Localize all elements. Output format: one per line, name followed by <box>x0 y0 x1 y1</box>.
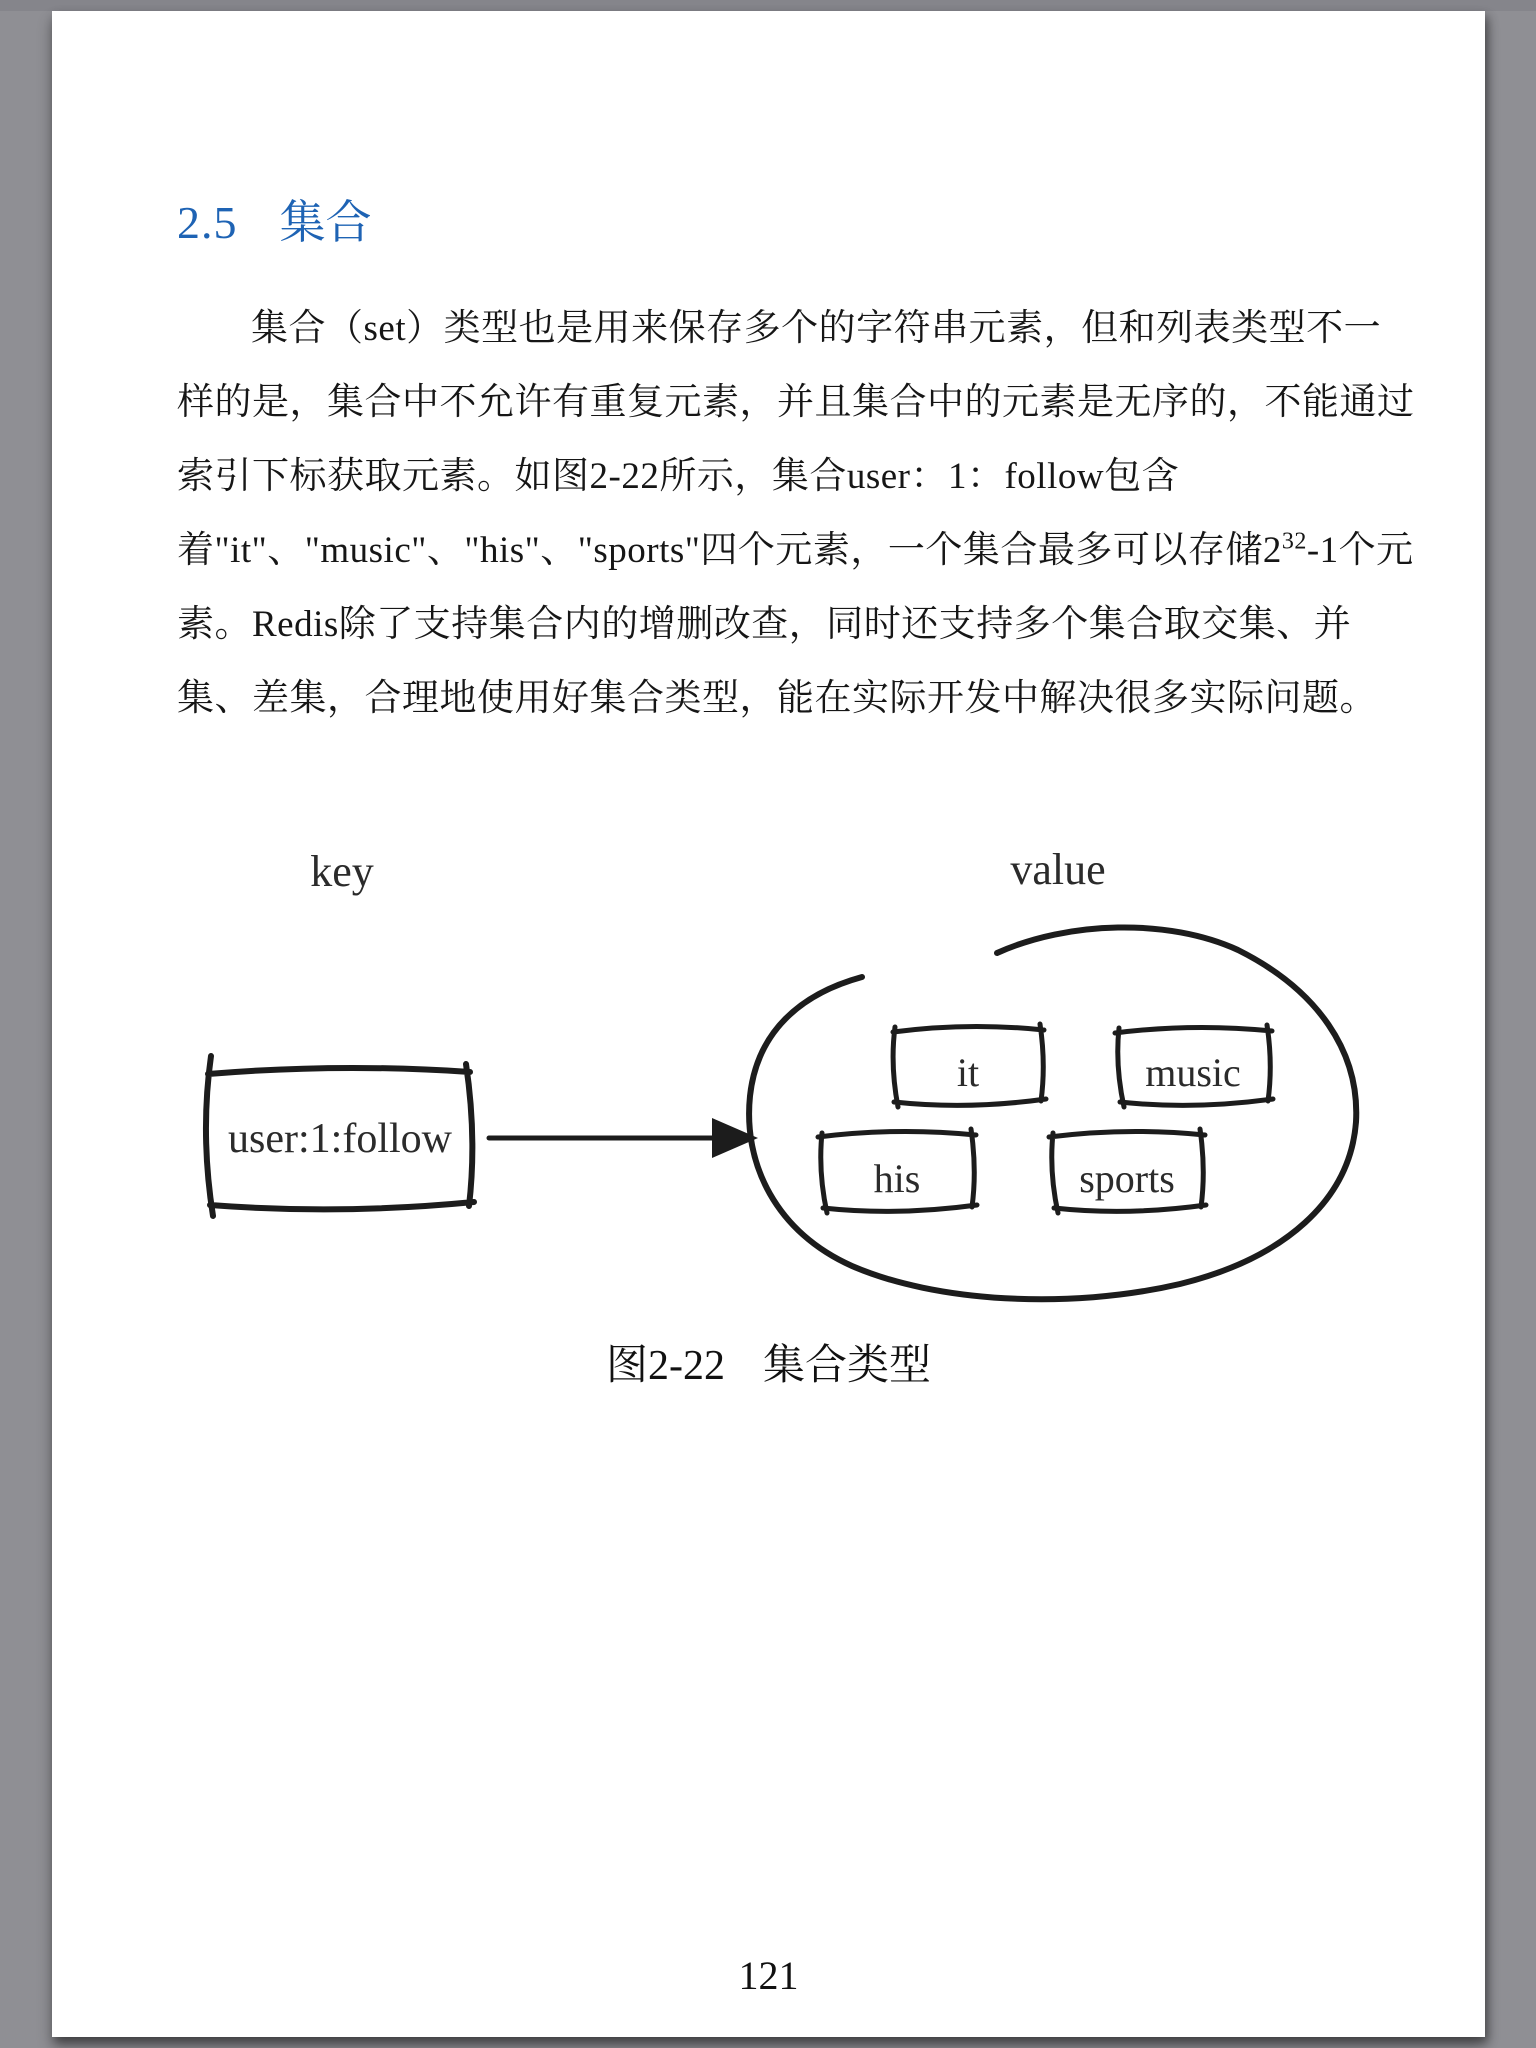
body-paragraph <box>177 292 1415 736</box>
viewer-top-strip <box>0 0 1536 11</box>
figure-caption <box>52 1332 1485 1392</box>
figure-caption-title: 集合类型 <box>762 1343 931 1389</box>
set-blob-outline <box>749 927 1356 1299</box>
section-heading <box>177 195 372 251</box>
member-label: it <box>956 1050 980 1095</box>
paragraph-line: 索引下标获取元素。如图2-22所示，集合user：1：follow包含 <box>177 456 1180 497</box>
key-box-label: user:1:follow <box>228 1116 452 1162</box>
figure-caption-number: 图2-22 <box>605 1343 725 1389</box>
value-column-label: value <box>1010 845 1106 894</box>
document-page[interactable] <box>52 11 1485 2037</box>
paragraph-line: 素。Redis除了支持集合内的增删改查，同时还支持多个集合取交集、并 <box>177 604 1352 645</box>
key-column-label: key <box>310 847 374 896</box>
member-label: music <box>1145 1050 1241 1095</box>
section-number: 2.5 <box>177 197 238 248</box>
paragraph-line: 集合（set）类型也是用来保存多个的字符串元素，但和列表类型不一 <box>251 308 1382 349</box>
paragraph-line: 集、差集，合理地使用好集合类型，能在实际开发中解决很多实际问题。 <box>177 678 1377 719</box>
paragraph-line-text: -1个元 <box>1306 530 1414 571</box>
paragraph-line: 样的是，集合中不允许有重复元素，并且集合中的元素是无序的，不能通过 <box>177 382 1415 423</box>
paragraph-line-text: 着"it"、"music"、"his"、"sports"四个元素，一个集合最多可以存储2 <box>177 530 1282 571</box>
member-label: his <box>873 1156 921 1201</box>
member-label: sports <box>1079 1156 1175 1201</box>
section-title: 集合 <box>279 197 372 248</box>
exponent-text: 32 <box>1281 528 1307 555</box>
paragraph-line <box>177 514 1414 588</box>
set-type-figure <box>150 830 1400 1330</box>
page-number: 121 <box>738 1953 799 1998</box>
